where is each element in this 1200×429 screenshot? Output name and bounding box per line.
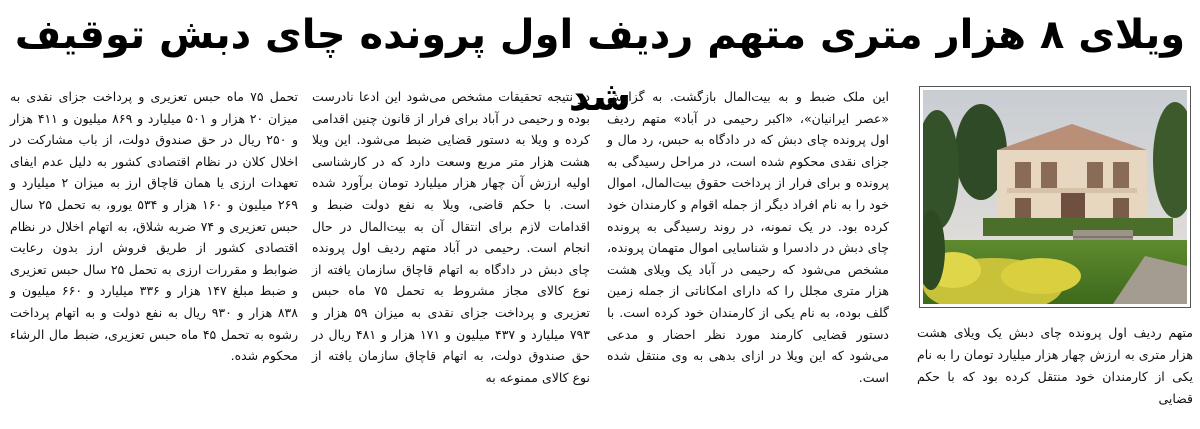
article-column-1: [607, 86, 889, 388]
article-photo-frame: [919, 86, 1191, 308]
column-3-text: تحمل ۷۵ ماه حبس تعزیری و پرداخت جزای نقدی به میزان ۲۰ هزار و ۵۰۱ میلیارد و ۸۶۹ میلیون و ۴۱۱ هزار و ۲۵۰ ریال در حق صندوق دولت، از باب مشارکت در اخلال کلان در نظام اقتصادی کشور به دلیل عدم ایفای تعهدات ارزی یا همان قاچاق ارز به میزان ۲ میلیارد و ۲۶۹ میلیون و ۱۶۰ هزار و ۵۳۴ یورو، به تحمل ۲۵ سال حبس تعزیری و ۷۴ ضربه شلاق، به اتهام اخلال در نظام اقتصادی کشور از طریق فروش ارز بدون رعایت ضوابط و مقررات ارزی به تحمل ۲۵ سال حبس تعزیری و ضبط مبلغ ۱۴۷ هزار و ۳۳۶ میلیارد و ۶۶۰ میلیون و ۸۳۸ هزار و ۹۳۰ ریال به نفع دولت و به اتهام پرداخت رشوه به تحمل ۴۵ ماه حبس تعزیری، ضبط مال الرشاء محکوم شده.: [10, 89, 299, 364]
article-column-3: [10, 86, 298, 367]
article-headline: ویلای ۸ هزار متری متهم ردیف اول پرونده چای دبش توقیف شد: [14, 12, 1186, 120]
villa-photo: [923, 90, 1187, 304]
photo-caption-text: متهم ردیف اول پرونده چای دبش یک ویلای هشت هزار متری به ارزش چهار هزار میلیارد تومان را به نام یکی از کارمندان خود منتقل کرده بود که با حکم قضایی: [917, 325, 1193, 406]
column-1-text: این ملک ضبط و به بیت‌المال بازگشت. به گزارش «عصر ایرانیان»، «اکبر رحیمی در آباد» متهم ردیف اول پرونده چای دبش که در دادگاه به حبس، رد مال و جزای نقدی محکوم شده است، در مراحل رسیدگی به پرونده و برای فرار از پرداخت حقوق بیت‌المال، اموال خود را به نام افراد دیگر از جمله اقوام و کارمندان خود کرده بود. در یک نمونه، در روند رسیدگی به پرونده چای دبش در دادسرا و شناسایی اموال متهمان پرونده، مشخص می‌شود که رحیمی در آباد یک ویلای هشت هزار متری مجلل را که دارای امکاناتی از جمله زمین گلف بوده، به نام یکی از کارمندان خود کرده است. با دستور قضایی کارمند مورد نظر احضار و مدعی می‌شود که این ویلا در ازای بدهی به وی منتقل شده است.: [607, 89, 889, 385]
article-column-2: [312, 86, 590, 388]
photo-caption: [917, 322, 1193, 410]
column-2-text: در نتیجه تحقیقات مشخص می‌شود این ادعا نادرست بوده و رحیمی در آباد برای فرار از قانون چنین اقدامی کرده و ویلا به دستور قضایی ضبط می‌شود. این ویلا هشت هزار متر مربع وسعت دارد که در کارشناسی اولیه ارزش آن چهار هزار میلیارد تومان برآورد شده است. با حکم قاضی، ویلا به نفع دولت ضبط و اقدامات لازم برای انتقال آن به بیت‌المال در حال انجام است. رحیمی در آباد متهم ردیف اول پرونده چای دبش در دادگاه به اتهام قاچاق سازمان یافته از نوع کالای مجاز مشروط به تحمل ۷۵ ماه حبس تعزیری و پرداخت جزای نقدی به میزان ۵۹ هزار و ۷۹۳ میلیارد و ۴۳۷ میلیون و ۱۷۱ هزار و ۴۸۱ ریال در حق صندوق دولت، به اتهام قاچاق سازمان یافته از نوع کالای ممنوعه به: [312, 89, 591, 385]
